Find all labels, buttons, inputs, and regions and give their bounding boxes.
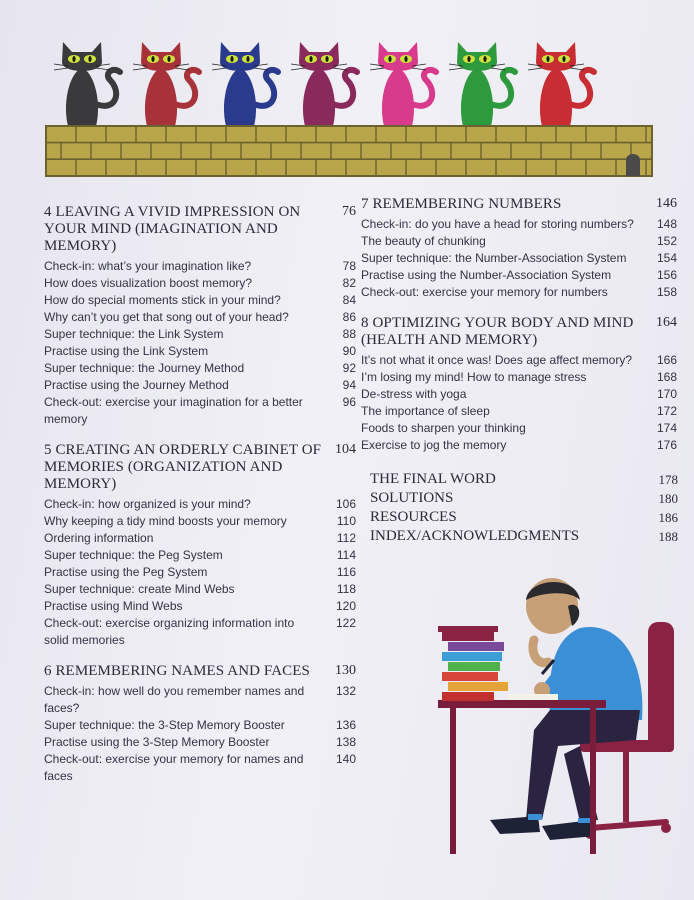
chapter-page-number: 146 xyxy=(656,196,677,211)
toc-entry-text: Foods to sharpen your thinking xyxy=(361,421,526,435)
toc-chapter-5 xyxy=(44,442,356,649)
chapter-entries xyxy=(44,496,356,649)
toc-entry-text: Super technique: the Link System xyxy=(44,327,224,341)
toc-entry[interactable] xyxy=(44,564,356,581)
toc-entry-page: 120 xyxy=(335,599,356,613)
toc-entry-text: Practise using the Number-Association System xyxy=(361,268,612,282)
back-matter-page: 186 xyxy=(658,510,678,525)
toc-entry-page: 90 xyxy=(342,344,356,358)
toc-entry[interactable] xyxy=(44,751,356,785)
toc-entry[interactable] xyxy=(44,513,356,530)
toc-entry-text: Check-in: how well do you remember names and faces? xyxy=(44,684,305,715)
toc-left-column xyxy=(44,204,356,785)
cat-figure xyxy=(291,42,357,126)
toc-entry[interactable] xyxy=(44,683,356,717)
toc-entry-page: 110 xyxy=(336,514,356,528)
toc-entry[interactable] xyxy=(361,250,677,267)
toc-entry-text: Check-out: exercise organizing information into solid memories xyxy=(44,616,295,647)
toc-entry[interactable] xyxy=(44,309,356,326)
toc-entry-text: Exercise to jog the memory xyxy=(361,438,507,452)
toc-entry[interactable] xyxy=(44,734,356,751)
toc-entry[interactable] xyxy=(361,437,677,454)
toc-entry[interactable] xyxy=(44,581,356,598)
toc-entry[interactable] xyxy=(361,420,677,437)
chapter-page-number: 164 xyxy=(656,315,677,330)
toc-entry-page: 84 xyxy=(342,293,356,307)
toc-entry-text: Why can’t you get that song out of your head? xyxy=(44,310,289,324)
toc-entry-text: I’m losing my mind! How to manage stress xyxy=(361,370,587,384)
toc-entry[interactable] xyxy=(44,360,356,377)
cat-figure xyxy=(449,42,515,126)
back-matter-item[interactable] xyxy=(370,527,678,546)
toc-entry[interactable] xyxy=(361,216,677,233)
back-matter-item[interactable] xyxy=(370,508,678,527)
toc-entry[interactable] xyxy=(361,403,677,420)
toc-entry-page: 94 xyxy=(342,378,356,392)
toc-entry-text: Check-in: how organized is your mind? xyxy=(44,497,251,511)
chapter-entries xyxy=(361,216,677,301)
toc-chapter-7 xyxy=(361,196,677,301)
toc-entry-page: 148 xyxy=(656,217,677,231)
toc-entry-text: How do special moments stick in your mind? xyxy=(44,293,281,307)
toc-entry[interactable] xyxy=(44,547,356,564)
toc-entry[interactable] xyxy=(361,267,677,284)
toc-entry[interactable] xyxy=(44,275,356,292)
toc-chapter-6 xyxy=(44,663,356,785)
cat-figure xyxy=(133,42,199,126)
toc-entry[interactable] xyxy=(361,369,677,386)
toc-entry-page: 158 xyxy=(656,285,677,299)
toc-entry-text: Practise using the Peg System xyxy=(44,565,208,579)
book-stack xyxy=(438,626,508,701)
toc-entry-text: Super technique: the 3-Step Memory Booster xyxy=(44,718,285,732)
toc-entry-page: 92 xyxy=(342,361,356,375)
back-matter-page: 178 xyxy=(658,472,678,487)
toc-entry-text: Check-in: do you have a head for storing numbers? xyxy=(361,217,634,231)
toc-chapter-4 xyxy=(44,204,356,428)
brick-wall xyxy=(46,126,652,176)
toc-entry-page: 172 xyxy=(656,404,677,418)
toc-entry[interactable] xyxy=(361,386,677,403)
toc-entry[interactable] xyxy=(44,615,356,649)
toc-entry-text: It’s not what it once was! Does age affect memory? xyxy=(361,353,633,367)
chapter-entries xyxy=(361,352,677,454)
toc-entry-page: 118 xyxy=(336,582,356,596)
chapter-title[interactable]: 8 OPTIMIZING YOUR BODY AND MIND (HEALTH AND MEMORY) xyxy=(361,315,634,348)
toc-entry-text: Check-out: exercise your memory for numbers xyxy=(361,285,608,299)
cat-figure xyxy=(54,42,120,126)
toc-right-column xyxy=(361,196,677,454)
toc-entry-page: 88 xyxy=(342,327,356,341)
toc-entry-text: Practise using the 3-Step Memory Booster xyxy=(44,735,270,749)
toc-entry[interactable] xyxy=(44,377,356,394)
person-figure xyxy=(490,578,642,840)
back-matter-item[interactable] xyxy=(370,470,678,489)
back-matter-list xyxy=(370,470,678,546)
back-matter-title: RESOURCES xyxy=(370,509,457,525)
toc-entry[interactable] xyxy=(44,598,356,615)
toc-entry-text: Check-out: exercise your imagination for a better memory xyxy=(44,395,303,426)
toc-entry-page: 82 xyxy=(342,276,356,290)
chapter-entries xyxy=(44,683,356,785)
back-matter-title: SOLUTIONS xyxy=(370,490,454,506)
toc-entry-page: 140 xyxy=(335,752,356,766)
cat-figure xyxy=(528,42,594,126)
toc-entry-text: Super technique: the Number-Association System xyxy=(361,251,627,265)
toc-entry[interactable] xyxy=(44,496,356,513)
toc-entry-page: 78 xyxy=(342,259,356,273)
toc-entry-text: Super technique: the Peg System xyxy=(44,548,223,562)
toc-entry-text: Super technique: create Mind Webs xyxy=(44,582,235,596)
toc-entry-text: Ordering information xyxy=(44,531,154,545)
toc-entry[interactable] xyxy=(44,394,356,428)
toc-entry-page: 176 xyxy=(656,438,677,452)
toc-entry-text: Super technique: the Journey Method xyxy=(44,361,245,375)
toc-entry-text: Practise using Mind Webs xyxy=(44,599,183,613)
toc-entry-page: 132 xyxy=(335,684,356,698)
person-at-desk-illustration xyxy=(430,570,690,870)
toc-entry[interactable] xyxy=(44,258,356,275)
back-matter-item[interactable] xyxy=(370,489,678,508)
toc-entry[interactable] xyxy=(44,343,356,360)
back-matter-title: INDEX/ACKNOWLEDGMENTS xyxy=(370,528,580,544)
toc-entry-text: Why keeping a tidy mind boosts your memory xyxy=(44,514,287,528)
toc-entry-text: Practise using the Journey Method xyxy=(44,378,229,392)
toc-entry-page: 170 xyxy=(656,387,677,401)
back-matter-title: THE FINAL WORD xyxy=(370,471,496,487)
toc-entry-page: 122 xyxy=(335,616,356,630)
toc-entry-text: How does visualization boost memory? xyxy=(44,276,253,290)
chapter-page-number: 130 xyxy=(335,663,356,678)
chapter-title[interactable]: 6 REMEMBERING NAMES AND FACES xyxy=(44,663,310,679)
toc-entry-page: 156 xyxy=(656,268,677,282)
toc-entry-page: 136 xyxy=(335,718,356,732)
toc-chapter-8 xyxy=(361,315,677,454)
toc-entry[interactable] xyxy=(361,352,677,369)
toc-entry-page: 86 xyxy=(342,310,356,324)
toc-entry-text: The importance of sleep xyxy=(361,404,490,418)
toc-entry-page: 154 xyxy=(656,251,677,265)
back-matter-page: 180 xyxy=(658,491,678,506)
toc-entry[interactable] xyxy=(361,284,677,301)
toc-entry[interactable] xyxy=(44,326,356,343)
toc-entry-page: 174 xyxy=(656,421,677,435)
toc-entry-page: 116 xyxy=(336,565,356,579)
cat-figure xyxy=(370,42,436,126)
toc-entry-page: 166 xyxy=(656,353,677,367)
chapter-page-number: 76 xyxy=(342,204,356,219)
toc-entry[interactable] xyxy=(44,292,356,309)
toc-entry-page: 96 xyxy=(342,395,356,409)
toc-entry-text: Practise using the Link System xyxy=(44,344,209,358)
chapter-entries xyxy=(44,258,356,428)
toc-entry[interactable] xyxy=(44,530,356,547)
toc-entry-page: 168 xyxy=(656,370,677,384)
chapter-title[interactable]: 5 CREATING AN ORDERLY CABINET OF MEMORIES (ORGANIZATION AND MEMORY) xyxy=(44,442,322,492)
toc-entry-text: Check-out: exercise your memory for names and faces xyxy=(44,752,304,783)
toc-entry[interactable] xyxy=(361,233,677,250)
toc-entry-page: 114 xyxy=(336,548,356,562)
toc-entry-page: 152 xyxy=(656,234,677,248)
toc-entry-page: 106 xyxy=(335,497,356,511)
cats-on-wall-illustration xyxy=(40,32,660,182)
toc-entry-text: De-stress with yoga xyxy=(361,387,467,401)
toc-entry-page: 138 xyxy=(335,735,356,749)
toc-entry-text: The beauty of chunking xyxy=(361,234,486,248)
toc-entry-page: 112 xyxy=(336,531,356,545)
chapter-title[interactable]: 4 LEAVING A VIVID IMPRESSION ON YOUR MIND (IMAGINATION AND MEMORY) xyxy=(44,204,301,254)
back-matter-page: 188 xyxy=(658,529,678,544)
chapter-page-number: 104 xyxy=(335,442,356,457)
toc-entry[interactable] xyxy=(44,717,356,734)
cat-figure xyxy=(212,42,278,126)
chapter-title[interactable]: 7 REMEMBERING NUMBERS xyxy=(361,196,562,212)
toc-entry-text: Check-in: what’s your imagination like? xyxy=(44,259,252,273)
